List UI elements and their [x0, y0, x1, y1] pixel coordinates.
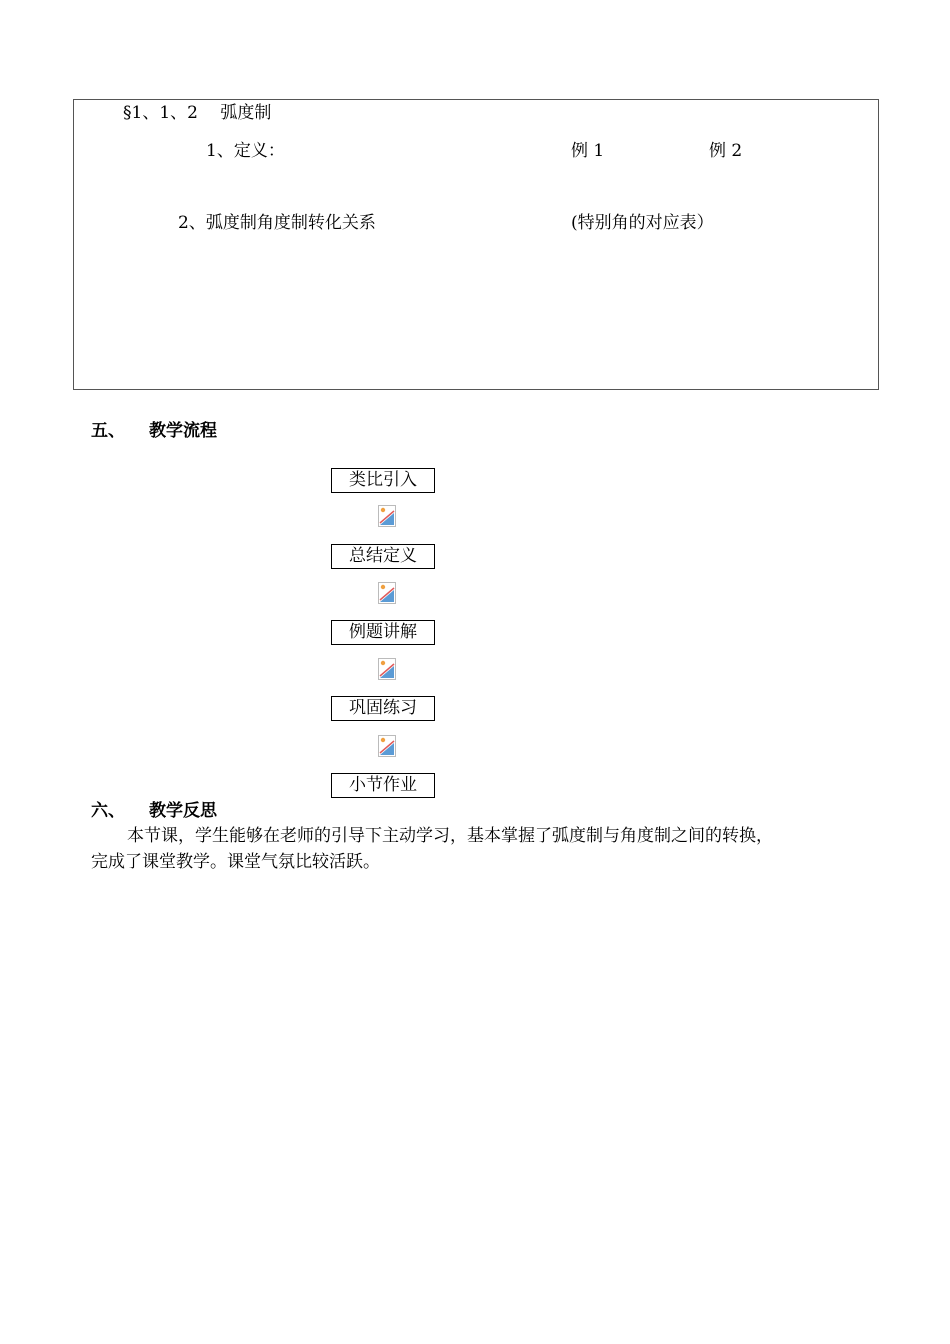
flow-step-1: 类比引入 [331, 468, 435, 493]
flow-step-5: 小节作业 [331, 773, 435, 798]
broken-image-icon [378, 582, 396, 604]
reflection-line-2: 完成了课堂教学。课堂气氛比较活跃。 [91, 852, 380, 872]
example-2-label: 例 2 [709, 141, 743, 161]
reflection-line-1: 本节课，学生能够在老师的引导下主动学习，基本掌握了弧度制与角度制之间的转换， [127, 826, 773, 846]
flow-step-4: 巩固练习 [331, 696, 435, 721]
example-1-label: 例 1 [571, 141, 605, 161]
conversion-label: 2、弧度制角度制转化关系 [178, 213, 376, 233]
section-title: §1、1、2 弧度制 [123, 103, 272, 123]
section-6-number: 六、 [91, 801, 125, 821]
section-6-title: 教学反思 [149, 801, 217, 821]
section-5-number: 五、 [91, 421, 125, 441]
flow-step-2: 总结定义 [331, 544, 435, 569]
section-5-title: 教学流程 [149, 421, 217, 441]
broken-image-icon [378, 735, 396, 757]
broken-image-icon [378, 658, 396, 680]
definition-label: 1、定义： [206, 141, 285, 161]
special-angle-table-label: (特别角的对应表） [571, 213, 714, 233]
blackboard-design-box [73, 99, 879, 390]
flow-step-3: 例题讲解 [331, 620, 435, 645]
broken-image-icon [378, 505, 396, 527]
